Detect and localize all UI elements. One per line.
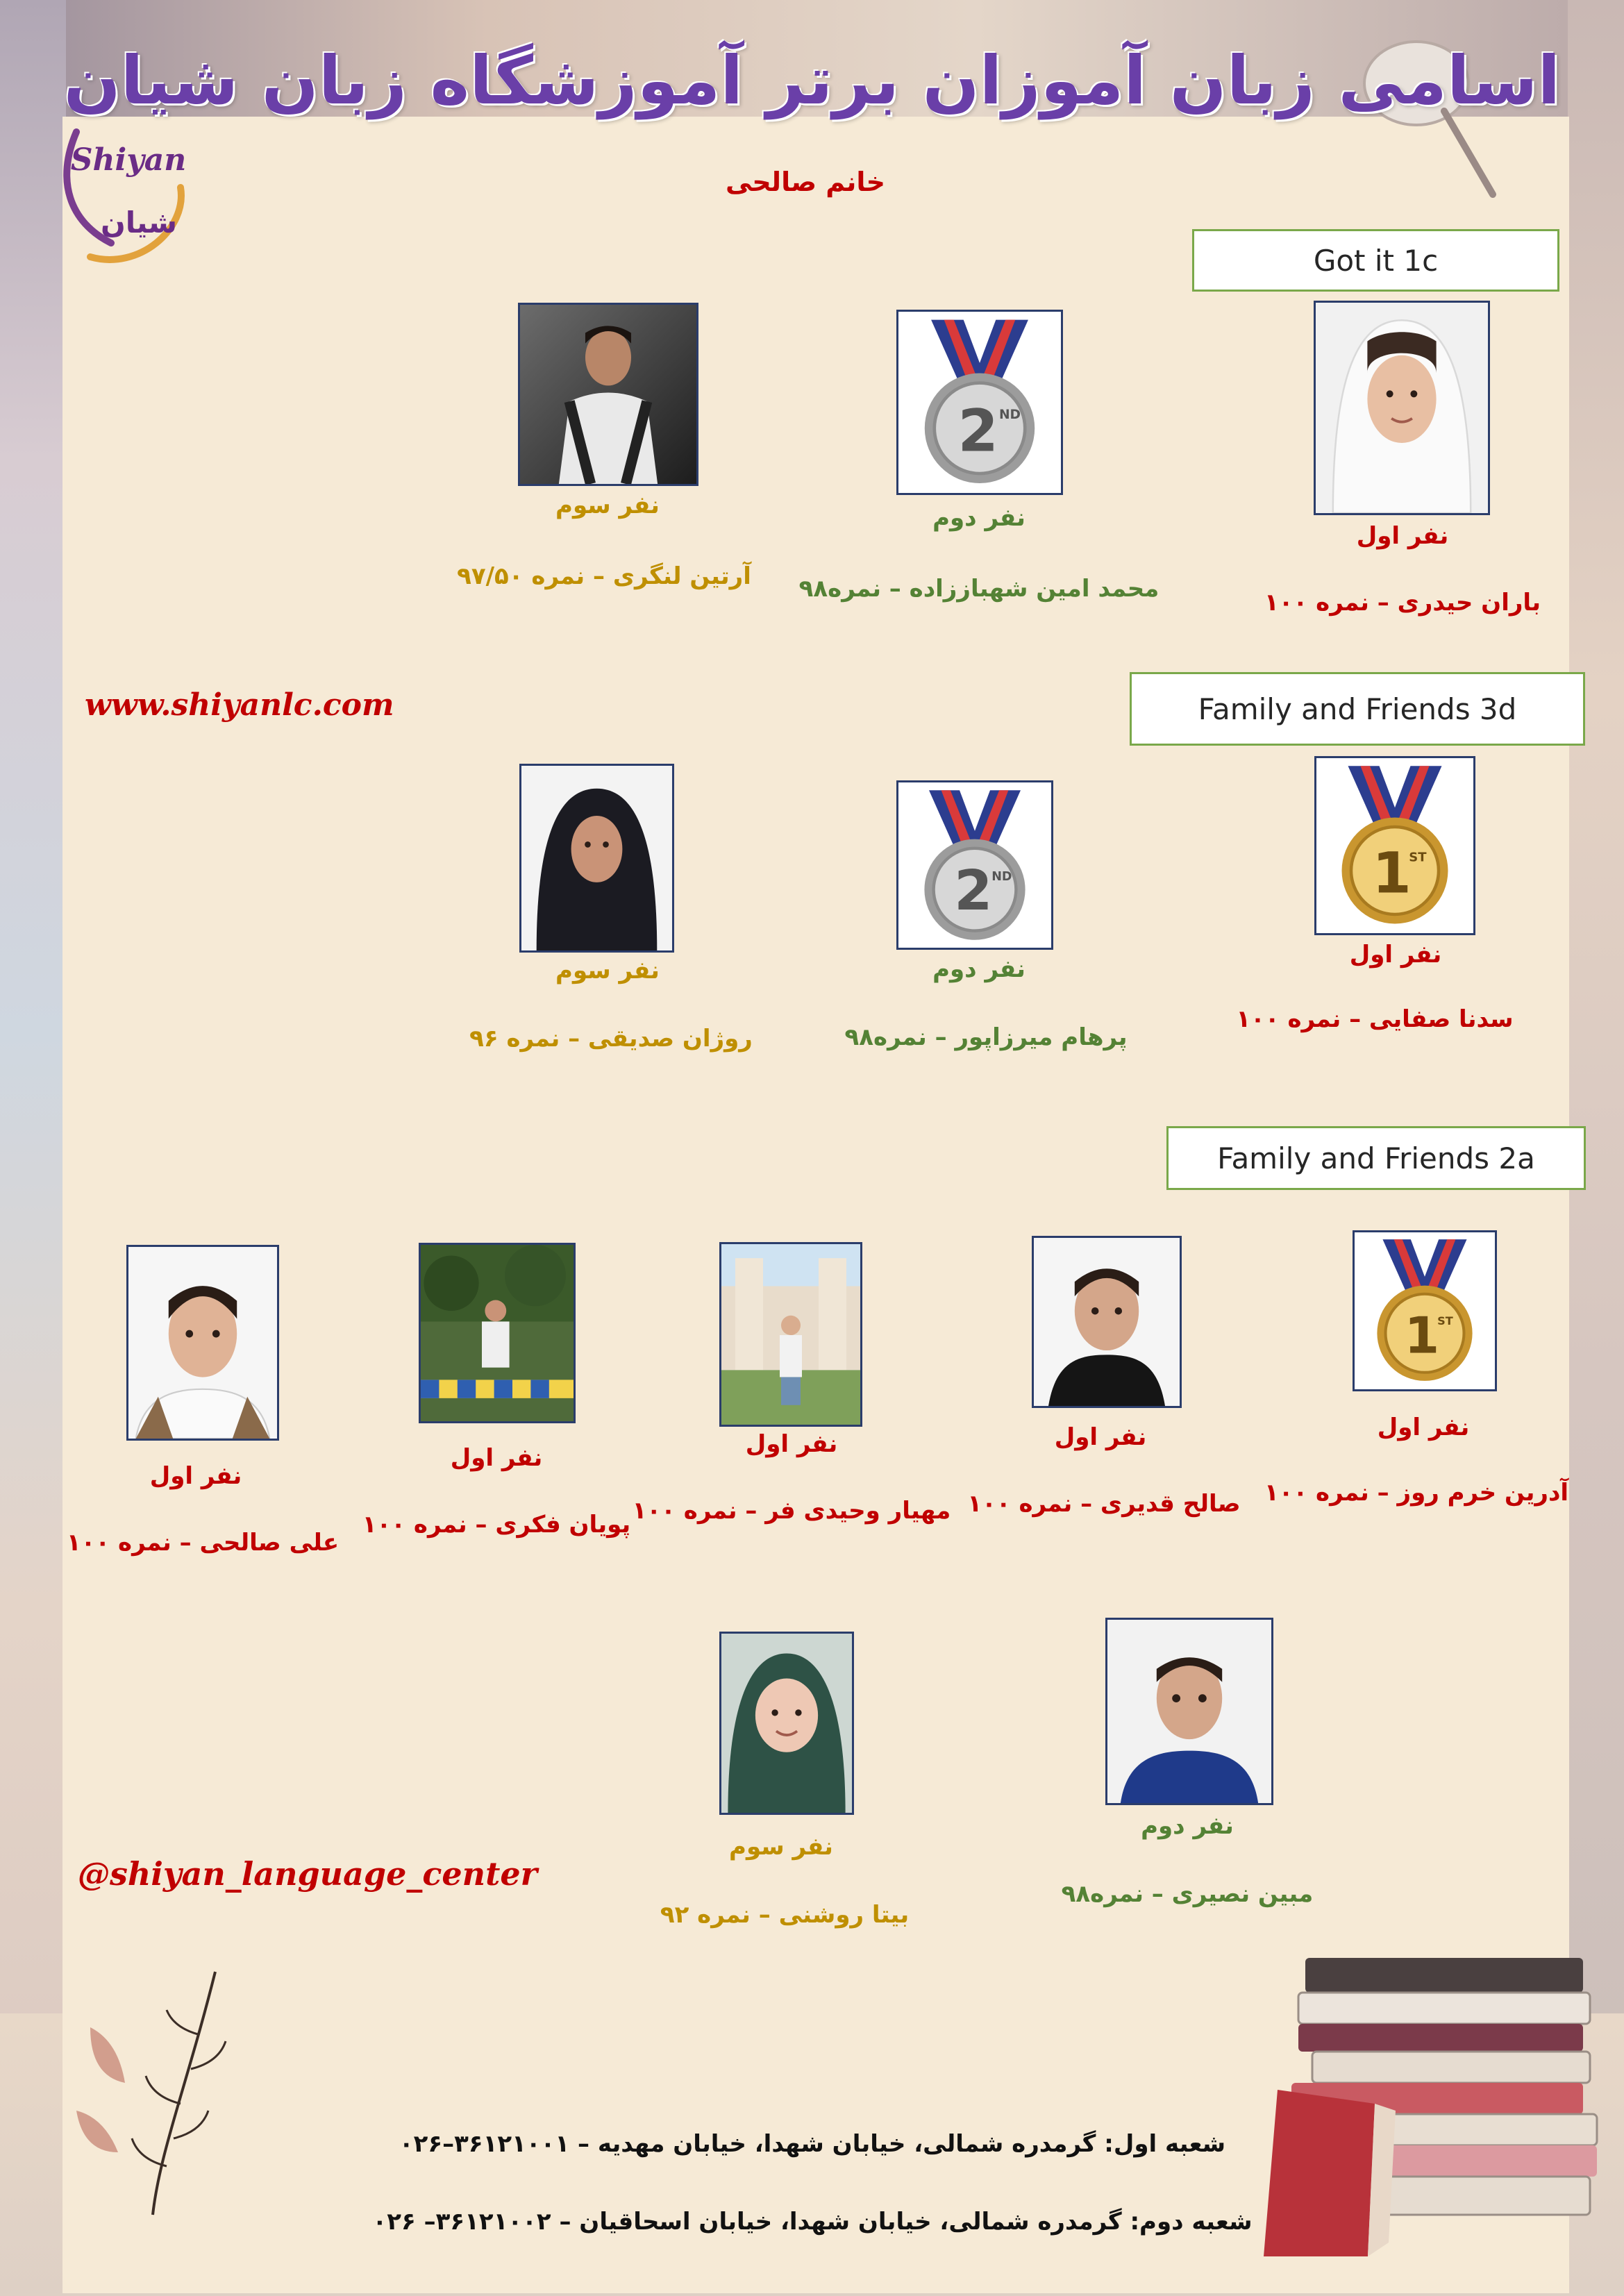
leaf-branch-decoration-icon bbox=[62, 1944, 243, 2222]
student-photo bbox=[419, 1243, 576, 1423]
branch-address-1: شعبه اول: گرمدره شمالی، خیابان شهدا، خیابان مهدیه – ۳۶۱۲۱۰۰۱–۰۲۶ bbox=[399, 2130, 1226, 2158]
svg-text:2: 2 bbox=[957, 396, 998, 465]
student-rank: نفر دوم bbox=[932, 504, 1026, 532]
student-name-score: مهیار وحیدی فر – نمره ۱۰۰ bbox=[632, 1497, 951, 1525]
medal-box bbox=[1314, 756, 1475, 935]
student-photo bbox=[1032, 1236, 1182, 1408]
branch-address-2: شعبه دوم: گرمدره شمالی، خیابان شهدا، خیابان اسحاقیان – ۳۶۱۲۱۰۰۲– ۰۲۶ bbox=[372, 2208, 1253, 2236]
svg-text:ST: ST bbox=[1409, 850, 1427, 865]
student-name-score: پرهام میرزاپور – نمره۹۸ bbox=[844, 1023, 1128, 1051]
medal-box bbox=[1353, 1230, 1497, 1391]
student-rank: نفر اول bbox=[1054, 1423, 1147, 1451]
teacher-name: خانم صالحی bbox=[725, 167, 886, 197]
svg-text:ND: ND bbox=[998, 407, 1021, 422]
student-name-score: صالح قدیری – نمره ۱۰۰ bbox=[967, 1490, 1241, 1518]
student-name-score: علی صالحی – نمره ۱۰۰ bbox=[66, 1529, 340, 1557]
student-name-score: مبین نصیری – نمره۹۸ bbox=[1061, 1880, 1314, 1908]
shiyan-logo bbox=[49, 118, 208, 278]
svg-text:1: 1 bbox=[1404, 1307, 1440, 1366]
level-title-got-it-1c: Got it 1c bbox=[1192, 229, 1559, 292]
svg-text:1: 1 bbox=[1372, 841, 1412, 907]
svg-text:ND: ND bbox=[991, 870, 1012, 884]
student-rank: نفر اول bbox=[1377, 1414, 1470, 1441]
student-name-score: بیتا روشنی – نمره ۹۲ bbox=[660, 1901, 910, 1929]
student-name-score: سدنا صفایی – نمره ۱۰۰ bbox=[1236, 1005, 1514, 1033]
svg-text:ST: ST bbox=[1437, 1314, 1453, 1328]
svg-text:2: 2 bbox=[954, 857, 993, 923]
student-name-score: پویان فکری – نمره ۱۰۰ bbox=[362, 1511, 631, 1539]
instagram-handle[interactable]: @shiyan_language_center bbox=[78, 1855, 537, 1893]
student-rank: نفر اول bbox=[149, 1462, 242, 1490]
student-rank: نفر دوم bbox=[1141, 1812, 1234, 1840]
medal-box bbox=[896, 780, 1053, 950]
student-rank: نفر سوم bbox=[729, 1833, 833, 1861]
student-photo bbox=[126, 1245, 279, 1441]
svg-text:Shiyan: Shiyan bbox=[70, 142, 187, 178]
student-photo bbox=[719, 1242, 862, 1427]
page-title: اسامی زبان آموزان برتر آموزشگاه زبان شیان bbox=[63, 42, 1561, 119]
student-rank: نفر دوم bbox=[932, 955, 1026, 983]
student-name-score: آرتین لنگری – نمره ۹۷/۵۰ bbox=[457, 562, 751, 590]
student-photo bbox=[518, 303, 698, 486]
student-name-score: آدرین خرم روز – نمره ۱۰۰ bbox=[1264, 1479, 1569, 1507]
student-name-score: محمد امین شهباززاده – نمره۹۸ bbox=[798, 575, 1160, 603]
student-rank: نفر اول bbox=[1356, 522, 1449, 550]
student-photo bbox=[1314, 301, 1490, 515]
student-name-score: باران حیدری – نمره ۱۰۰ bbox=[1264, 589, 1541, 617]
student-photo bbox=[719, 1632, 854, 1815]
student-rank: نفر اول bbox=[1349, 941, 1442, 969]
website-url[interactable]: www.shiyanlc.com bbox=[85, 687, 394, 723]
svg-text:شیان: شیان bbox=[100, 206, 178, 240]
student-rank: نفر اول bbox=[450, 1444, 543, 1472]
level-title-family-friends-3d: Family and Friends 3d bbox=[1130, 672, 1585, 746]
student-rank: نفر اول bbox=[745, 1430, 838, 1458]
student-photo bbox=[519, 764, 674, 953]
student-rank: نفر سوم bbox=[555, 492, 660, 519]
student-rank: نفر سوم bbox=[555, 957, 660, 984]
medal-box bbox=[896, 310, 1063, 495]
student-name-score: روژان صدیقی – نمره ۹۶ bbox=[469, 1025, 753, 1053]
student-photo bbox=[1105, 1618, 1273, 1805]
level-title-family-friends-2a: Family and Friends 2a bbox=[1166, 1126, 1586, 1190]
